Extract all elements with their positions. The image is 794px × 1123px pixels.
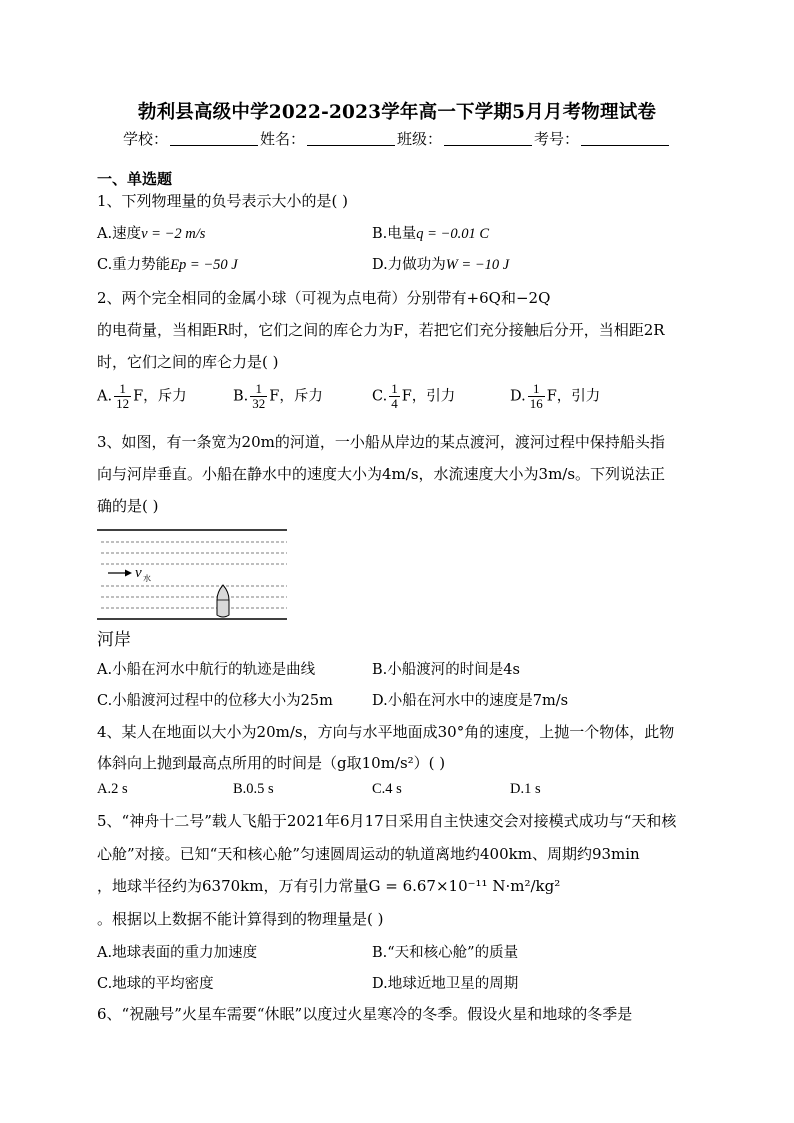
exam-no-blank <box>581 131 669 146</box>
q5-option-d: D.地球近地卫星的周期 <box>372 976 519 992</box>
exam-title: 勃利县高级中学2022-2023学年高一下学期5月月考物理试卷 <box>137 102 657 123</box>
q1-c-expr: Ep = −50 J <box>170 257 238 273</box>
q1-option-c <box>97 253 238 274</box>
school-label: 学校： <box>122 130 168 148</box>
q1-option-b <box>372 222 489 243</box>
q1-c-label: C.重力势能 <box>97 257 171 273</box>
q3-option-a: A.小船在河水中航行的轨迹是曲线 <box>97 662 316 678</box>
q5-option-a: A.地球表面的重力加速度 <box>97 945 258 961</box>
q2-a-label: A. <box>97 388 113 405</box>
q2-b-den: 32 <box>252 396 266 411</box>
q3-stem-line2: 向与河岸垂直。小船在静水中的速度大小为4m/s，水流速度大小为3m/s。下列说法正 <box>97 465 666 483</box>
q2-d-den: 16 <box>529 396 543 411</box>
q2-c-num: 1 <box>391 381 398 396</box>
riverbank-label: 河岸 <box>97 630 131 650</box>
q2-stem-line2: 的电荷量，当相距R时，它们之间的库仑力为F，若把它们充分接触后分开，当相距2R <box>97 321 665 339</box>
q4-option-a: A.2 s <box>97 781 128 797</box>
name-label: 姓名： <box>259 130 305 148</box>
q5-option-c: C.地球的平均密度 <box>97 976 214 992</box>
flow-velocity-subscript: 水 <box>143 574 151 583</box>
exam-no-label: 考号： <box>534 130 580 148</box>
q2-a-num: 1 <box>114 382 131 397</box>
river-figure <box>97 526 292 624</box>
q1-a-expr: v = −2 m/s <box>141 226 206 242</box>
q2-option-b <box>233 382 323 411</box>
q2-a-tail: F，斥力 <box>133 388 187 405</box>
q5-stem-line3: ，地球半径约为6370km，万有引力常量G = 6.67×10⁻¹¹ N·m²/kg² <box>97 877 561 895</box>
q1-option-d <box>372 253 509 274</box>
q2-c-fraction <box>389 382 400 411</box>
q4-stem-line2: 体斜向上抛到最高点所用的时间是（g取10m/s²）( ) <box>97 754 446 772</box>
q2-c-label: C. <box>372 388 388 405</box>
q3-option-c: C.小船渡河过程中的位移大小为25m <box>97 693 333 709</box>
q5-stem-line4: 。根据以上数据不能计算得到的物理量是( ) <box>97 910 384 928</box>
q2-stem-line1: 2、两个完全相同的金属小球（可视为点电荷）分别带有+6Q和−2Q <box>97 289 551 307</box>
q2-option-d <box>510 382 600 411</box>
class-label: 班级： <box>397 130 443 148</box>
q4-option-d: D.1 s <box>510 781 541 797</box>
class-blank <box>444 131 532 146</box>
q4-stem-line1: 4、某人在地面以大小为20m/s，方向与水平地面成30°角的速度，上抛一个物体，此物 <box>97 723 675 741</box>
q1-a-label: A.速度 <box>97 226 142 242</box>
q2-d-fraction <box>528 382 545 411</box>
q1-d-label: D.力做功为 <box>372 257 446 273</box>
q4-option-b: B.0.5 s <box>233 781 274 797</box>
school-blank <box>170 131 258 146</box>
q2-c-tail: F，引力 <box>401 388 456 405</box>
q1-option-a <box>97 222 205 243</box>
q2-b-label: B. <box>233 388 249 405</box>
q3-option-d: D.小船在河水中的速度是7m/s <box>372 693 569 709</box>
q1-b-expr: q = −0.01 C <box>416 226 490 242</box>
q1-b-label: B.电量 <box>372 226 417 242</box>
q2-stem-line3: 时，它们之间的库仑力是( ) <box>97 353 279 371</box>
flow-velocity-symbol: v <box>135 565 142 581</box>
boat-icon <box>217 585 229 617</box>
q2-d-num: 1 <box>528 382 545 397</box>
q2-d-tail: F，引力 <box>546 388 601 405</box>
q5-stem-line2: 心舱”对接。已知“天和核心舱”匀速圆周运动的轨道离地约400km、周期约93min <box>97 845 640 863</box>
q5-stem-line1: 5、“神舟十二号”载人飞船于2021年6月17日采用自主快速交会对接模式成功与“天和核 <box>97 812 677 830</box>
student-info-line <box>0 128 794 149</box>
q6-stem-line1: 6、“祝融号”火星车需要“休眠”以度过火星寒冷的冬季。假设火星和地球的冬季是 <box>97 1005 633 1023</box>
flow-arrow-head-icon <box>125 570 132 577</box>
q2-option-c <box>372 382 455 411</box>
q2-c-den: 4 <box>391 396 398 411</box>
name-blank <box>307 131 395 146</box>
q3-stem-line3: 确的是( ) <box>97 497 159 515</box>
q1-stem: 1、下列物理量的负号表示大小的是( ) <box>97 192 349 210</box>
q3-stem-line1: 3、如图，有一条宽为20m的河道，一小船从岸边的某点渡河，渡河过程中保持船头指 <box>97 433 665 451</box>
q2-b-fraction <box>250 382 267 411</box>
q2-d-label: D. <box>510 388 526 405</box>
q2-option-a <box>97 382 187 411</box>
q2-b-tail: F，斥力 <box>269 388 323 405</box>
q1-d-expr: W = −10 J <box>445 257 510 273</box>
q5-option-b: B.“天和核心舱”的质量 <box>372 945 519 961</box>
q2-b-num: 1 <box>250 382 267 397</box>
q4-option-c: C.4 s <box>372 781 402 797</box>
q2-a-den: 12 <box>116 396 130 411</box>
section-heading: 一、单选题 <box>97 170 173 188</box>
q3-option-b: B.小船渡河的时间是4s <box>372 662 520 678</box>
q2-a-fraction <box>114 382 131 411</box>
